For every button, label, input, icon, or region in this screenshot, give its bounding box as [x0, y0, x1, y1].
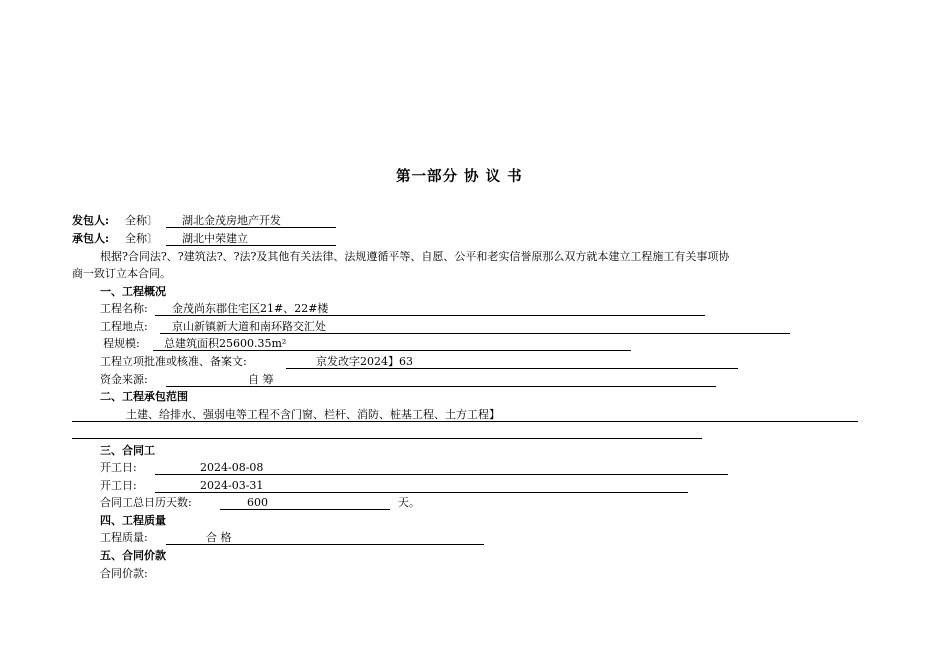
project-name-value: 金茂尚东郡住宅区21#、22#楼	[172, 302, 329, 315]
project-scale-label: 程规模:	[103, 337, 140, 350]
employer-name: 湖北金茂房地产开发	[182, 214, 281, 227]
end-date-value: 2024-03-31	[200, 479, 264, 492]
price-label: 合同价款:	[100, 567, 148, 580]
contractor-name-label: 全称〕	[125, 232, 158, 245]
end-date-label: 开工日:	[100, 479, 137, 492]
section-4-heading: 四、工程质量	[100, 514, 166, 527]
scope-value: 土建、给排水、强弱电等工程不含门窗、栏杆、消防、桩基工程、土方工程】	[126, 408, 500, 421]
employer-name-label: 全称〕	[125, 214, 158, 227]
section-3-heading: 三、合同工	[100, 444, 155, 457]
approval-value: 京发改字2024】63	[316, 355, 413, 368]
funding-value: 自 筹	[248, 373, 274, 386]
total-days-underline	[220, 509, 390, 510]
section-1-heading: 一、工程概况	[100, 285, 166, 298]
contractor-name: 湖北中荣建立	[182, 232, 248, 245]
scope-underline-2	[72, 438, 702, 439]
page-title: 第一部分 协 议 书	[396, 168, 523, 185]
preamble-line-1: 根据?合同法?、?建筑法?、?法?及其他有关法律、法规遵循平等、自愿、公平和老实信誉原那么双方就本建立工程施工有关事项协	[100, 250, 730, 263]
section-2-heading: 二、工程承包范围	[100, 390, 188, 403]
contractor-label: 承包人:	[72, 232, 110, 245]
project-location-label: 工程地点:	[100, 320, 148, 333]
project-scale-value: 总建筑面积25600.35m²	[164, 337, 287, 350]
project-name-label: 工程名称:	[100, 302, 148, 315]
total-days-value: 600	[247, 496, 268, 509]
start-date-value: 2024-08-08	[200, 461, 264, 474]
approval-label: 工程立项批准或核准、备案文:	[100, 355, 247, 368]
project-location-value: 京山新镇新大道和南环路交汇处	[172, 320, 326, 333]
funding-label: 资金来源:	[100, 373, 148, 386]
start-date-label: 开工日:	[100, 461, 137, 474]
preamble-line-2: 商一致订立本合同。	[72, 267, 171, 280]
section-5-heading: 五、合同价款	[100, 549, 166, 562]
total-days-unit: 天。	[398, 496, 420, 509]
total-days-label: 合同工总日历天数:	[100, 496, 192, 509]
quality-value: 合 格	[206, 531, 232, 544]
employer-label: 发包人:	[72, 214, 110, 227]
quality-label: 工程质量:	[100, 531, 148, 544]
